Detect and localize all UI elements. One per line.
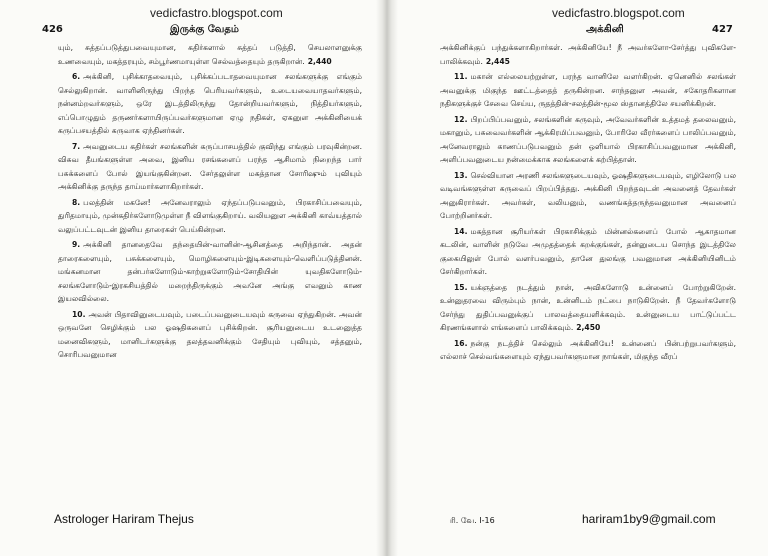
left-footer-author: Astrologer Hariram Thejus: [54, 512, 194, 526]
verse-text: மகான் எல்லையற்றுள்ள, பரந்த வானிலே வளர்கிறன். ஏனெனில் சலங்கள் அவனுக்கு மிகுந்த ஊட்டத்தைத் தருகின்றன. சாந்தனுள அவன், சகோதரிகளான நதிகளுக்குச் சேவை செய்ய, ருதத்தின்-சலத்தின்-மூல ஸ்தானத்திலே சயனிக்கிறன்.: [440, 72, 736, 108]
left-watermark: vedicfastro.blogspot.com: [150, 6, 283, 20]
verse-paragraph: [58, 308, 362, 362]
verse-paragraph: [440, 113, 736, 167]
verse-text: பிறப்பிப்பவனும், சலங்களின் கருவும், அவேவர்களின் உத்தமத் தலைவனும், மகானும், பசுவைவர்களின் ஆக்கிரமிப்பவனும், போரிலே வீரர்களைப் பாலிப்பவனும், அனேவராலும் காணப்படுபவனும் தன் ஒளியால் பிரகாசிப்பவனுமான அக்கினி, அளிப்பவனுடைய நன்மைக்காக சலங்களைக் கற்பித்தான்.: [440, 114, 736, 164]
verse-text: செல்வியான அரணி சலங்களுடையவும், ஓஷதிகளுடையவும், எழிலோடு பல வடிவங்களுள்ள கருவைப் பிறப்பித்தது. அக்கினி பிறந்தவுடன் அவனைத் தேவர்கள் அனுகிரார்கள். அவர்கள், வலியனும், வணங்கத்தருந்தவனுமான அவனைப் போற்றினர்கள்.: [440, 170, 736, 220]
verse-paragraph: [440, 169, 736, 223]
verse-text: அவன் பிதாவினுடையவும், படைப்பவனுடையவும் கருவை ஏந்துகிறன். அவன் ஒருவனே செழிக்கும் பல ஓஷதிகளைப் புசிக்கிறன். சூரியனுடைய உடனுைத்த மனைவிகளும், மானிடர்களுக்கு தலத்தவனிக்கும் சேதியும் புவியும், சத்தனும், சொரிபவனுமான: [58, 309, 362, 359]
verse-text: யும், சுத்தப்படுத்துபவையுமான, கதிர்களால் சுத்தப் படுத்தி, செயலாளனுக்கு உணவையும், மகத்தரயும், சம்பூர்ணமாயுள்ள செல்வத்தையும் தருகிறான்.: [58, 43, 362, 66]
verse-number: 16.: [454, 338, 468, 348]
verse-text: அக்கினிக்குப் பந்துக்களாகிறார்கள். அக்கினியே! நீ அவர்களோ-சேர்த்து புவிகளே-பாலிக்கவும்.: [440, 43, 736, 66]
verse-text: நன்கு நடத்திச் செல்லும் அக்கினியே! உன்னைப் பின்பற்றுபவர்களும், எல்லாச் செல்வங்களையும் ஏந்துபவர்களுமான நாங்கள், மிகுந்த வீரப்: [440, 338, 736, 361]
verse-number: 13.: [454, 170, 468, 180]
verse-number: 9.: [72, 240, 81, 249]
verse-paragraph: [440, 225, 736, 279]
verse-number: 8.: [72, 197, 81, 207]
verse-paragraph: [440, 70, 736, 111]
verse-paragraph: [440, 41, 736, 68]
verse-text: யக்ஞத்தை நடத்தும் நான், அவிகளோடு உன்னைப் போற்றுகிறேன். உன்னுதரவை விரும்பும் நான், உன்னிடம் நட்பை நாடுகிறேன். நீ தேவர்களோடு சேர்ந்து துதிப்பவனுக்குப் பாலவத்தையளிக்கவும். உன்னுடைய பாட்டுப்பட்ட கிரணங்களால் எங்களைப் பாலிக்கவும்.: [440, 282, 736, 332]
left-page-number: 426: [42, 24, 63, 35]
right-footer-email: hariram1by9@gmail.com: [582, 512, 716, 526]
verse-number: 10.: [72, 309, 86, 319]
verse-paragraph: [440, 281, 736, 335]
verse-paragraph: [58, 196, 362, 237]
right-footer-signature: ரி. வே. I-16: [450, 516, 495, 525]
verse-number: 6.: [72, 72, 81, 81]
left-text-column: [58, 41, 362, 364]
verse-reference-number: 2,450: [576, 323, 601, 332]
verse-number: 15.: [454, 282, 468, 292]
right-page-number: 427: [712, 24, 733, 35]
verse-text: அக்கினி தானதைவே தந்தையின்-வானின்-ஆசினத்தை அறிந்தான். அதன் தாரைகளையும், பசுக்களையும், மொழிகளையும்-இடிகளையும்-வெளிப்படுத்தினன். மங்கனமான தன்பர்களோடும்-காற்றுகளோடும்-சோதியின் யுவதிகளோடும்-சலங்களோடும்-இரகசியத்தில் மறைந்திருக்கும் அவனே அங்கு எவனும் காண இயலவில்லை.: [58, 240, 362, 303]
verse-paragraph: [58, 70, 362, 138]
right-watermark: vedicfastro.blogspot.com: [552, 6, 685, 20]
verse-reference-number: 2,440: [307, 56, 332, 66]
right-running-title: அக்கினி: [586, 24, 624, 35]
verse-paragraph: [58, 140, 362, 194]
verse-number: 7.: [72, 141, 81, 151]
verse-reference-number: 2,445: [485, 56, 510, 66]
page-gutter: [376, 0, 398, 556]
left-running-title: இருக்கு வேதம்: [170, 24, 239, 35]
verse-text: அக்கினி, புசிக்காதவையும், புசிக்கப்படாதவையுமான சலங்களுக்கு எங்கும் செல்லுகிறான். வாளினிருந்து பிறந்த பெரியவர்களும், உடையவையாதவர்களும், நன்னம்றவர்களும், ஒரே இடத்திலிருந்து தோன்றியவர்களும், நித்தியர்களும், எப்பொழுதும் தருணர்களாயிருப்பவர்களுமான ஏழு நதிகள், ஏகனுள அக்கினியைக் கருப்பசயத்தில் கருவாக ஏந்தினர்கள்.: [58, 72, 362, 135]
verse-text: மகத்தான சூரியர்கள் பிரகாசிக்கும் மின்னல்களைப் போல் ஆகாதமான கடலின், வாளின் நடுவே அமுதத்தைக் கறக்குங்கள், தன்னுடைய சொந்த இடத்திலே குகையிலுள் போல் வளர்பவனும், தானே துலங்கு பவனுமான அக்கினியினிடம் சேர்கிறார்கள்.: [440, 226, 736, 276]
verse-paragraph: [440, 337, 736, 364]
verse-paragraph: [58, 238, 362, 306]
verse-number: 14.: [454, 226, 468, 236]
verse-number: 12.: [454, 114, 468, 124]
verse-text: பலத்தின் மகனே! அனேவராலும் ஏந்தப்படுபவனும், பிரகாசிப்பவையும், துரிதமாயும், முன்கதிர்களோடுமுள்ள நீ விளங்குகிறாய். வலியனுள அக்கினி காவ்யத்தால் வலுப்பட்டவுடன் இனிய தாரைகள் பெய்கின்றன.: [58, 197, 362, 234]
verse-paragraph: [58, 41, 362, 68]
verse-number: 11.: [454, 72, 468, 81]
right-text-column: [440, 41, 736, 366]
verse-text: அவனுடைய கதிர்கள் சலங்களின் கருப்பாசயத்தில் குவிந்து எங்கும் பரவுகின்றன. விசுவ தீயங்களுள்ள அவை, இனிய ரசங்களைப் பரந்த ஆசிமாம் நிறைந்த பார் பசுக்களைப் போல் இயங்குகின்றன. சேர்தலுள்ள மகத்தான சோரிஷும் புவியும் அக்கினிக்கு தருந்த தாய்மார்களாகிறார்கள்.: [58, 141, 362, 191]
